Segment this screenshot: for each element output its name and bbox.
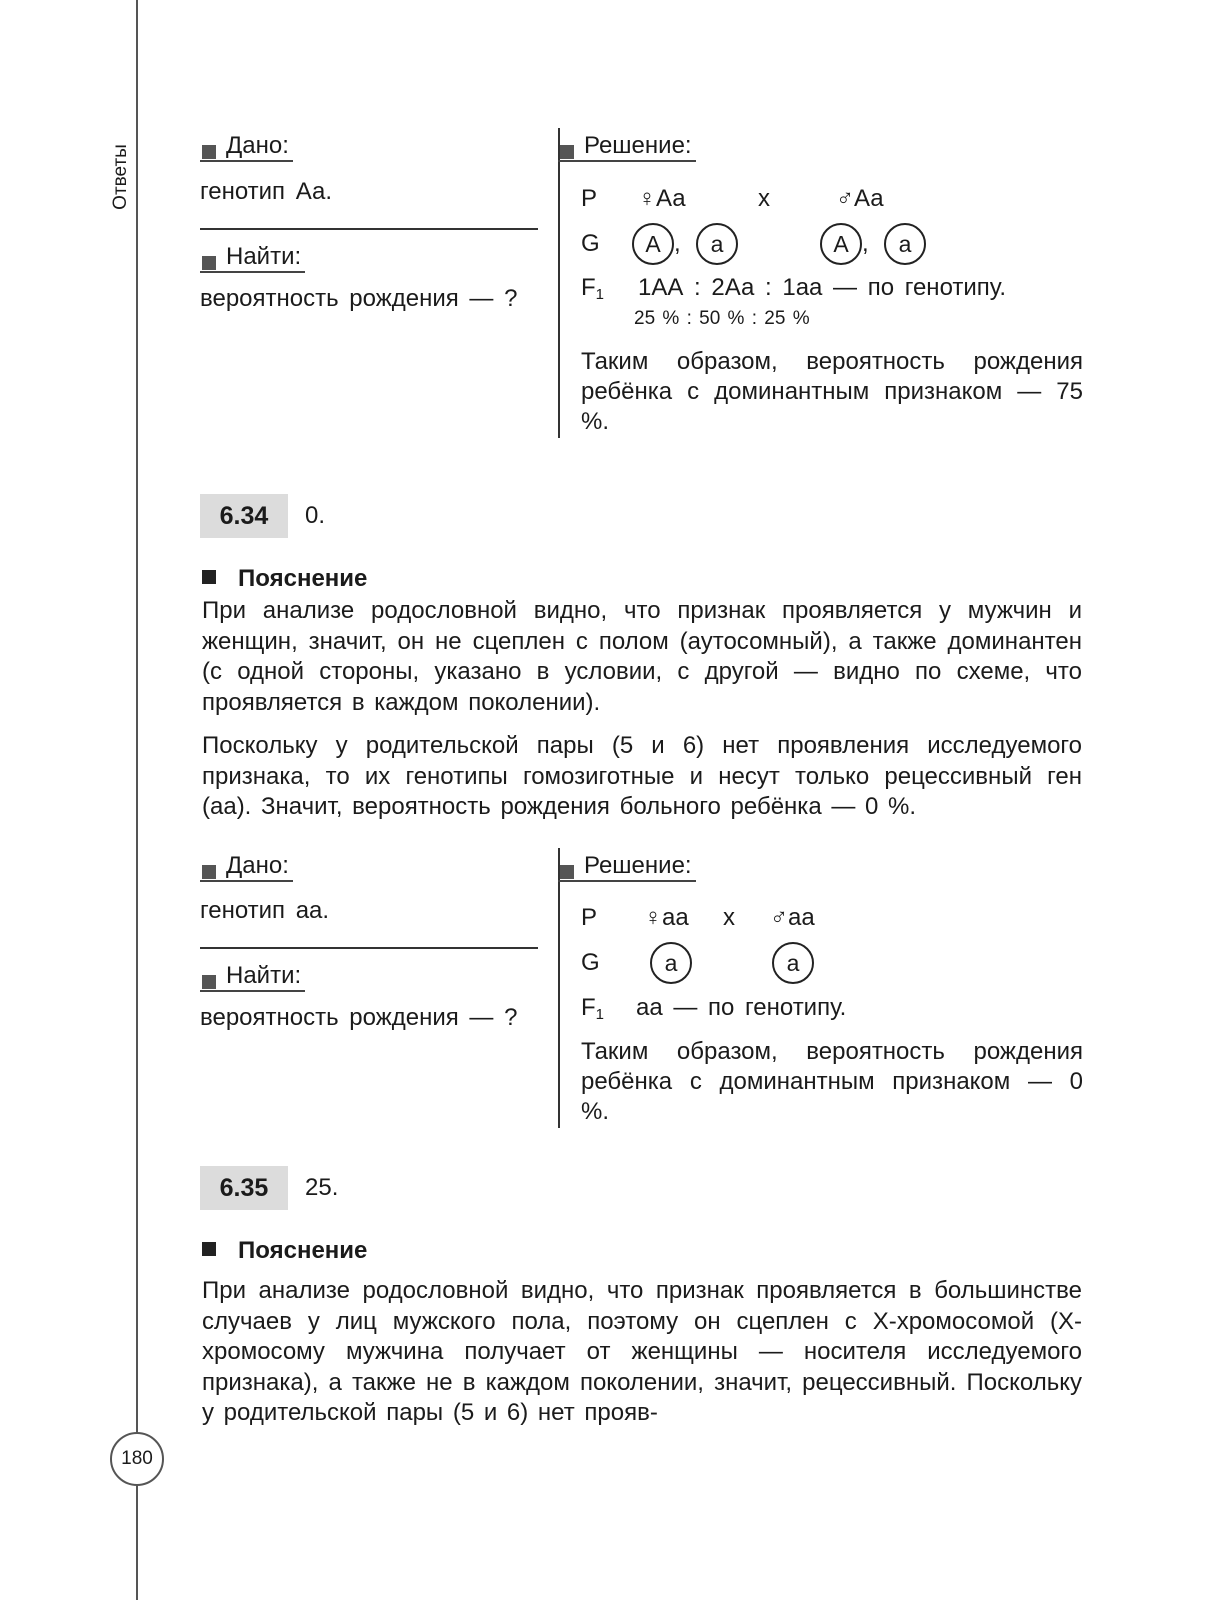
given-heading: Дано:: [200, 132, 293, 162]
find-heading: Найти:: [200, 243, 305, 273]
p-label: P: [581, 185, 598, 212]
page-number: 180: [110, 1432, 164, 1486]
solution-heading: Решение:: [558, 132, 696, 162]
explanation-paragraph: Поскольку у родительской пары (5 и 6) нет проявления исследуемого признака, то их генотипы гомозиготные и несут только рецессивный ген (аа). Значит, вероятность рождения больного ребёнка — 0 %.: [202, 732, 1082, 820]
solution-heading: Решение:: [558, 852, 696, 882]
explanation-paragraph: При анализе родословной видно, что признак проявляется у мужчин и женщин, значит, он не сцеплен с полом (аутосомный), а также доминантен (с одной стороны, указано в условии, с другой — видно по схеме, что проявляется в каждом поколении).: [202, 597, 1082, 716]
gamete-circle: a: [650, 942, 692, 984]
f1-label: $F_1$: [581, 994, 605, 1023]
task-answer: 0.: [305, 502, 326, 529]
gamete-circle: A: [632, 223, 674, 265]
find-heading: Найти:: [200, 962, 305, 992]
explanation-heading: Пояснение: [202, 565, 367, 593]
gamete-circle: a: [696, 223, 738, 265]
conclusion-text: Таким образом, вероятность рождения ребёнка с доминантным признаком — 0 %.: [581, 1038, 1083, 1125]
p-male-genotype: ♂аа: [770, 904, 815, 931]
column-divider: [558, 848, 560, 1128]
section-side-label: Ответы: [110, 144, 131, 210]
task-number: 6.35: [200, 1166, 288, 1210]
f1-label: $F_1$: [581, 274, 605, 303]
explanation-paragraph: При анализе родословной видно, что признак проявляется в большинстве случаев у лиц мужского пола, поэтому он сцеплен с Х-хромосомой (Х-хромосому мужчина получает от женщины — носителя исследуемого признака), а также не в каждом поколении, значит, рецессивный. Поскольку у родительской пары (5 и 6) нет прояв-: [202, 1277, 1082, 1426]
find-text: вероятность рождения — ?: [200, 1004, 518, 1031]
explanation-heading: Пояснение: [202, 1237, 367, 1265]
gamete-circle: A: [820, 223, 862, 265]
p-female-genotype: ♀Аа: [638, 185, 686, 212]
p-female-genotype: ♀аа: [644, 904, 689, 931]
cross-sign: x: [723, 904, 735, 931]
given-text: генотип Аа.: [200, 178, 333, 205]
divider: [200, 228, 538, 230]
cross-sign: x: [758, 185, 770, 212]
conclusion-text: Таким образом, вероятность рождения ребёнка с доминантным признаком — 75 %.: [581, 348, 1083, 435]
gamete-circle: a: [772, 942, 814, 984]
task-number: 6.34: [200, 494, 288, 538]
g-label: G: [581, 949, 600, 976]
p-label: P: [581, 904, 598, 931]
f1-percentages: 25 % : 50 % : 25 %: [634, 308, 810, 329]
task-answer: 25.: [305, 1174, 339, 1201]
margin-line: [136, 0, 138, 1600]
p-male-genotype: ♂Аа: [836, 185, 884, 212]
column-divider: [558, 128, 560, 438]
divider: [200, 947, 538, 949]
f1-genotypes: аа — по генотипу.: [636, 994, 847, 1021]
g-label: G: [581, 230, 600, 257]
find-text: вероятность рождения — ?: [200, 285, 518, 312]
gamete-circle: a: [884, 223, 926, 265]
f1-genotypes: 1АА : 2Аа : 1аа — по генотипу.: [638, 274, 1007, 301]
given-text: генотип аа.: [200, 897, 330, 924]
given-heading: Дано:: [200, 852, 293, 882]
